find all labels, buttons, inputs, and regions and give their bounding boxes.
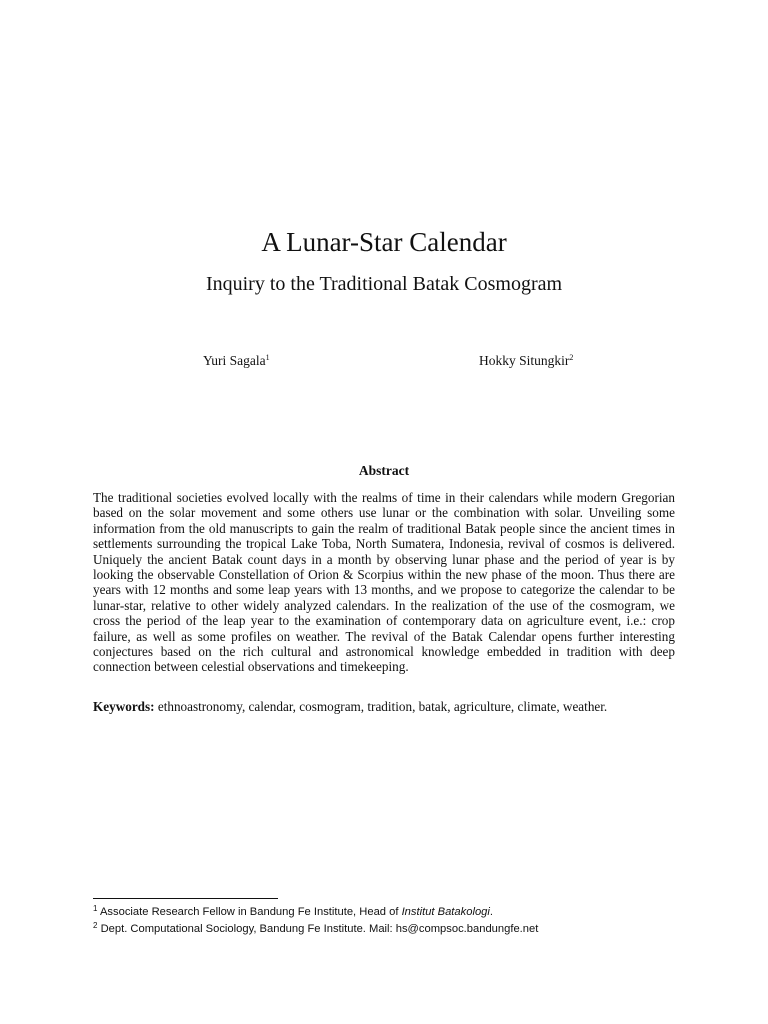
footnote-1-text: Associate Research Fellow in Bandung Fe Institute, Head of [99, 906, 402, 918]
keywords-label: Keywords: [93, 699, 155, 714]
footnote-1-mark: 1 [93, 904, 98, 913]
footnote-2-mark: 2 [93, 920, 98, 930]
author-2 [479, 352, 573, 370]
footnote-2 [93, 921, 693, 938]
author-2-name: Hokky Situngkir [479, 353, 570, 368]
author-1-footnote-mark: 1 [265, 353, 270, 362]
abstract-heading: Abstract [358, 463, 410, 478]
footnote-divider [93, 898, 278, 899]
keywords-list: ethnoastronomy, calendar, cosmogram, tradition, batak, agriculture, climate, weather. [157, 699, 608, 714]
paper-title: A Lunar-Star Calendar [261, 227, 507, 257]
footnote-1-end: . [489, 906, 493, 918]
keywords [93, 699, 675, 715]
footnote-1 [93, 904, 693, 921]
abstract-body: The traditional societies evolved locally with the realms of time in their calendars while modern Gregorian based on the solar movement and some others use lunar or the combination with solar. Unveiling some information from the old manuscripts to gain the realm of traditional Batak people since the ancient times in settlements surrounding the tropical Lake Toba, North Sumatera, Indonesia, revival of cosmos is delivered. Uniquely the ancient Batak count days in a month by observing lunar phase and the period of year is by looking the observable Constellation of Orion & Scorpius within the new phase of the moon. Thus there are years with 12 months and some leap years with 13 months, and we propose to categorize the calendar to be lunar-star, relative to other widely analyzed calendars. In the realization of the use of the cosmogram, we cross the period of the leap year to the examination of contemporary data on agriculture event, i.e.: crop failure, as well as some profiles on weather. The revival of the Batak Calendar opens further interesting conjectures based on the rich cultural and astronomical knowledge embedded in tradition with deep connection between celestial observations and timekeeping. [93, 490, 675, 675]
author-2-footnote-mark: 2 [569, 353, 574, 362]
author-1-name: Yuri Sagala [203, 353, 266, 368]
footnote-1-emphasis: Institut Batakologi [401, 906, 490, 918]
paper-subtitle: Inquiry to the Traditional Batak Cosmogram [205, 273, 563, 295]
author-1 [203, 352, 270, 370]
footnote-2-text: Dept. Computational Sociology, Bandung Fe Institute. Mail: hs@compsoc.bandungfe.net [100, 922, 539, 935]
footnotes [93, 904, 693, 937]
